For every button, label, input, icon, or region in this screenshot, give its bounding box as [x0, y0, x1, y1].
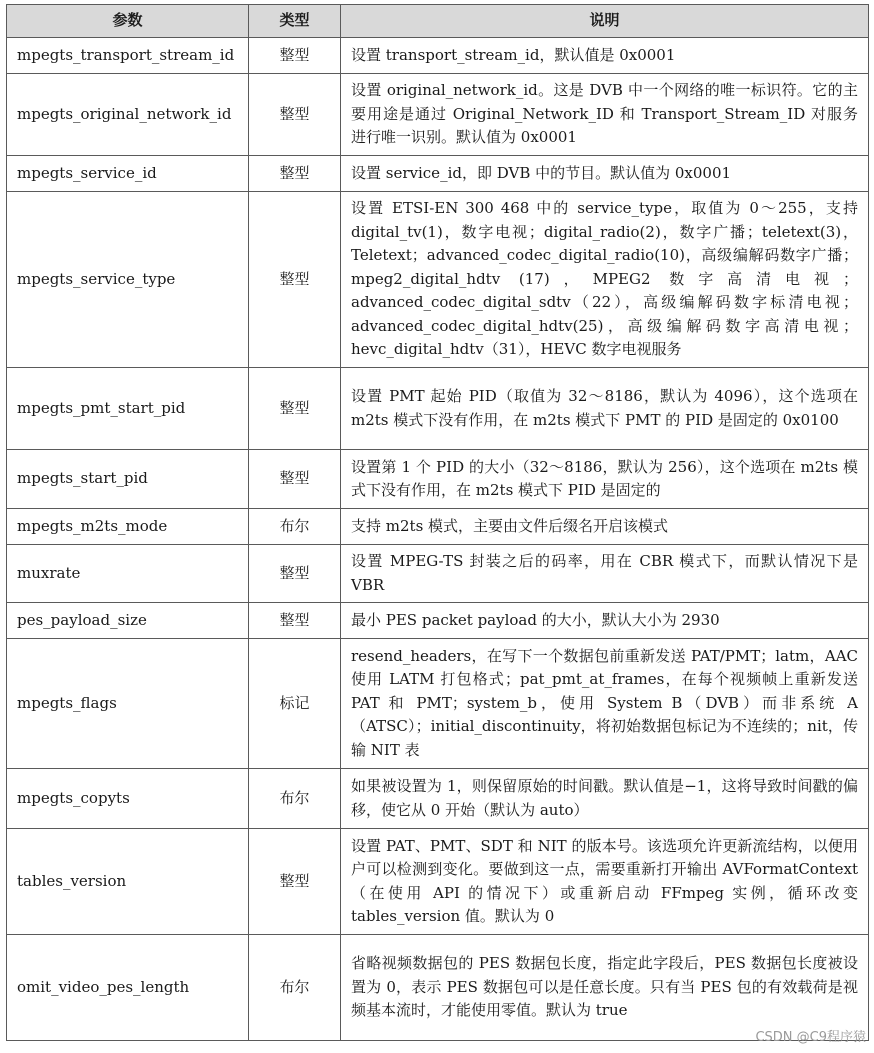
desc-cell: 最小 PES packet payload 的大小，默认大小为 2930: [341, 603, 869, 639]
table-row: [7, 368, 869, 450]
desc-cell: resend_headers，在写下一个数据包前重新发送 PAT/PMT；latm，AAC 使用 LATM 打包格式；pat_pmt_at_frames，在每个视频帧上重新发送 PAT 和 PMT；system_b，使用 System B（DVB）而非系统 A（ATSC）；initial_discontinuity，将初始数据包标记为不连续的；nit，传输 NIT 表: [341, 639, 869, 769]
desc-cell: 支持 m2ts 模式，主要由文件后缀名开启该模式: [341, 509, 869, 545]
type-cell: 标记: [249, 639, 341, 769]
desc-cell: 设置第 1 个 PID 的大小（32～8186，默认为 256），这个选项在 m2ts 模式下没有作用，在 m2ts 模式下 PID 是固定的: [341, 450, 869, 509]
table-row: [7, 935, 869, 1041]
table-row: [7, 639, 869, 769]
type-cell: 整型: [249, 450, 341, 509]
desc-cell: 设置 MPEG-TS 封装之后的码率，用在 CBR 模式下，而默认情况下是 VBR: [341, 545, 869, 603]
param-cell: tables_version: [7, 829, 249, 935]
parameter-table: [6, 4, 869, 1041]
param-cell: mpegts_start_pid: [7, 450, 249, 509]
type-cell: 整型: [249, 74, 341, 156]
table-row: [7, 829, 869, 935]
table-row: [7, 545, 869, 603]
param-cell: mpegts_pmt_start_pid: [7, 368, 249, 450]
type-cell: 布尔: [249, 935, 341, 1041]
desc-cell: 设置 PAT、PMT、SDT 和 NIT 的版本号。该选项允许更新流结构，以便用户可以检测到变化。要做到这一点，需要重新打开输出 AVFormatContext（在使用 API 的情况下）或重新启动 FFmpeg 实例，循环改变 tables_version 值。默认为 0: [341, 829, 869, 935]
param-cell: mpegts_flags: [7, 639, 249, 769]
table-row: [7, 603, 869, 639]
table-row: [7, 156, 869, 192]
param-cell: pes_payload_size: [7, 603, 249, 639]
type-cell: 布尔: [249, 509, 341, 545]
watermark: CSDN @C9程序猿: [755, 1030, 866, 1045]
table-row: [7, 74, 869, 156]
type-cell: 整型: [249, 603, 341, 639]
table-row: [7, 509, 869, 545]
header-desc: 说明: [341, 5, 869, 38]
table-header-row: [7, 5, 869, 38]
desc-cell: 设置 PMT 起始 PID（取值为 32～8186，默认为 4096），这个选项在 m2ts 模式下没有作用，在 m2ts 模式下 PMT 的 PID 是固定的 0x0100: [341, 368, 869, 450]
table-row: [7, 38, 869, 74]
table-row: [7, 769, 869, 829]
table-row: [7, 450, 869, 509]
type-cell: 整型: [249, 38, 341, 74]
header-param: 参数: [7, 5, 249, 38]
desc-cell: 设置 original_network_id。这是 DVB 中一个网络的唯一标识符。它的主要用途是通过 Original_Network_ID 和 Transport_Stream_ID 对服务进行唯一识别。默认值为 0x0001: [341, 74, 869, 156]
type-cell: 布尔: [249, 769, 341, 829]
desc-cell: 设置 transport_stream_id，默认值是 0x0001: [341, 38, 869, 74]
type-cell: 整型: [249, 829, 341, 935]
param-cell: mpegts_m2ts_mode: [7, 509, 249, 545]
param-cell: mpegts_transport_stream_id: [7, 38, 249, 74]
param-cell: mpegts_original_network_id: [7, 74, 249, 156]
desc-cell: 省略视频数据包的 PES 数据包长度，指定此字段后，PES 数据包长度被设置为 0，表示 PES 数据包可以是任意长度。只有当 PES 包的有效载荷是视频基本流时，才能使用零值。默认为 true: [341, 935, 869, 1041]
param-cell: omit_video_pes_length: [7, 935, 249, 1041]
desc-cell: 如果被设置为 1，则保留原始的时间戳。默认值是−1，这将导致时间戳的偏移，使它从 0 开始（默认为 auto）: [341, 769, 869, 829]
param-cell: mpegts_service_type: [7, 192, 249, 368]
param-cell: mpegts_copyts: [7, 769, 249, 829]
param-cell: muxrate: [7, 545, 249, 603]
type-cell: 整型: [249, 545, 341, 603]
type-cell: 整型: [249, 368, 341, 450]
header-type: 类型: [249, 5, 341, 38]
desc-cell: 设置 ETSI-EN 300 468 中的 service_type，取值为 0～255，支持 digital_tv(1)，数字电视；digital_radio(2)，数字广播；teletext(3)，Teletext；advanced_codec_digital_radio(10)，高级编解码数字广播；mpeg2_digital_hdtv (17)，MPEG2 数字高清电视；advanced_codec_digital_sdtv（22），高级编解码数字标清电视；advanced_codec_digital_hdtv(25)，高级编解码数字高清电视；hevc_digital_hdtv（31），HEVC 数字电视服务: [341, 192, 869, 368]
table-row: [7, 192, 869, 368]
type-cell: 整型: [249, 156, 341, 192]
desc-cell: 设置 service_id，即 DVB 中的节目。默认值为 0x0001: [341, 156, 869, 192]
param-cell: mpegts_service_id: [7, 156, 249, 192]
type-cell: 整型: [249, 192, 341, 368]
